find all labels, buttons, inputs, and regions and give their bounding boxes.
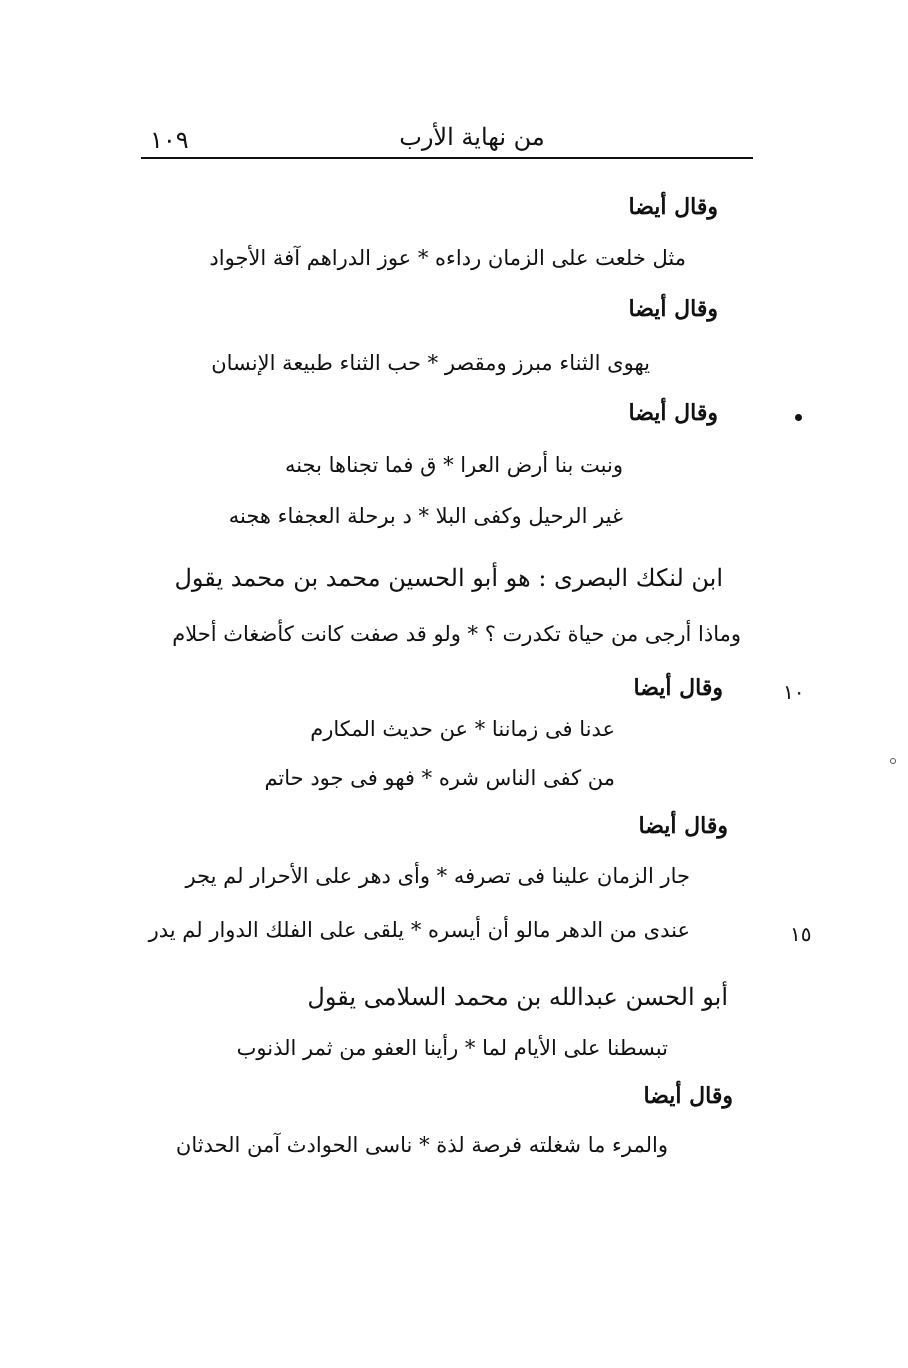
running-header-title: من نهاية الأرب (399, 123, 545, 151)
verse-line-6: عدنا فى زماننا * عن حديث المكارم (310, 717, 615, 741)
intro-line-2: وقال أيضا (628, 296, 718, 322)
verse-line-5: وماذا أرجى من حياة تكدرت ؟ * ولو قد صفت كانت كأضغاث أحلام (172, 622, 741, 646)
verse-line-2: يهوى الثناء مبرز ومقصر * حب الثناء طبيعة الإنسان (211, 351, 650, 375)
poet-line-2: أبو الحسن عبدالله بن محمد السلامى يقول (307, 983, 728, 1011)
verse-line-10: تبسطنا على الأيام لما * رأينا العفو من ثمر الذنوب (236, 1036, 668, 1060)
intro-line-4: وقال أيضا (633, 675, 723, 701)
verse-line-9: عندى من الدهر مالو أن أيسره * يلقى على الفلك الدوار لم يدر (148, 918, 690, 942)
poet-line-1: ابن لنكك البصرى : هو أبو الحسين محمد بن محمد يقول (174, 564, 723, 592)
verse-line-8: جار الزمان علينا فى تصرفه * وأى دهر على الأحرار لم يجر (185, 864, 690, 888)
verse-line-7: من كفى الناس شره * فهو فى جود حاتم (264, 766, 615, 790)
intro-line-1: وقال أيضا (628, 194, 718, 220)
page-number: ١٠٩ (150, 126, 189, 154)
verse-line-4: غير الرحيل وكفى البلا * د برحلة العجفاء هجنه (228, 504, 623, 528)
margin-number-10: ١٠ (783, 680, 805, 704)
header-rule (141, 157, 753, 159)
verse-line-11: والمرء ما شغلته فرصة لذة * ناسى الحوادث آمن الحدثان (175, 1133, 668, 1157)
page-speck (890, 758, 896, 764)
margin-number-15: ١٥ (790, 922, 812, 946)
verse-line-1: مثل خلعت على الزمان رداءه * عوز الدراهم آفة الأجواد (209, 246, 686, 270)
intro-line-6: وقال أيضا (643, 1083, 733, 1109)
intro-line-5: وقال أيضا (638, 813, 728, 839)
margin-dot (795, 414, 802, 421)
intro-line-3: وقال أيضا (628, 400, 718, 426)
verse-line-3: ونبت بنا أرض العرا * ق فما تجناها بجنه (284, 453, 623, 477)
